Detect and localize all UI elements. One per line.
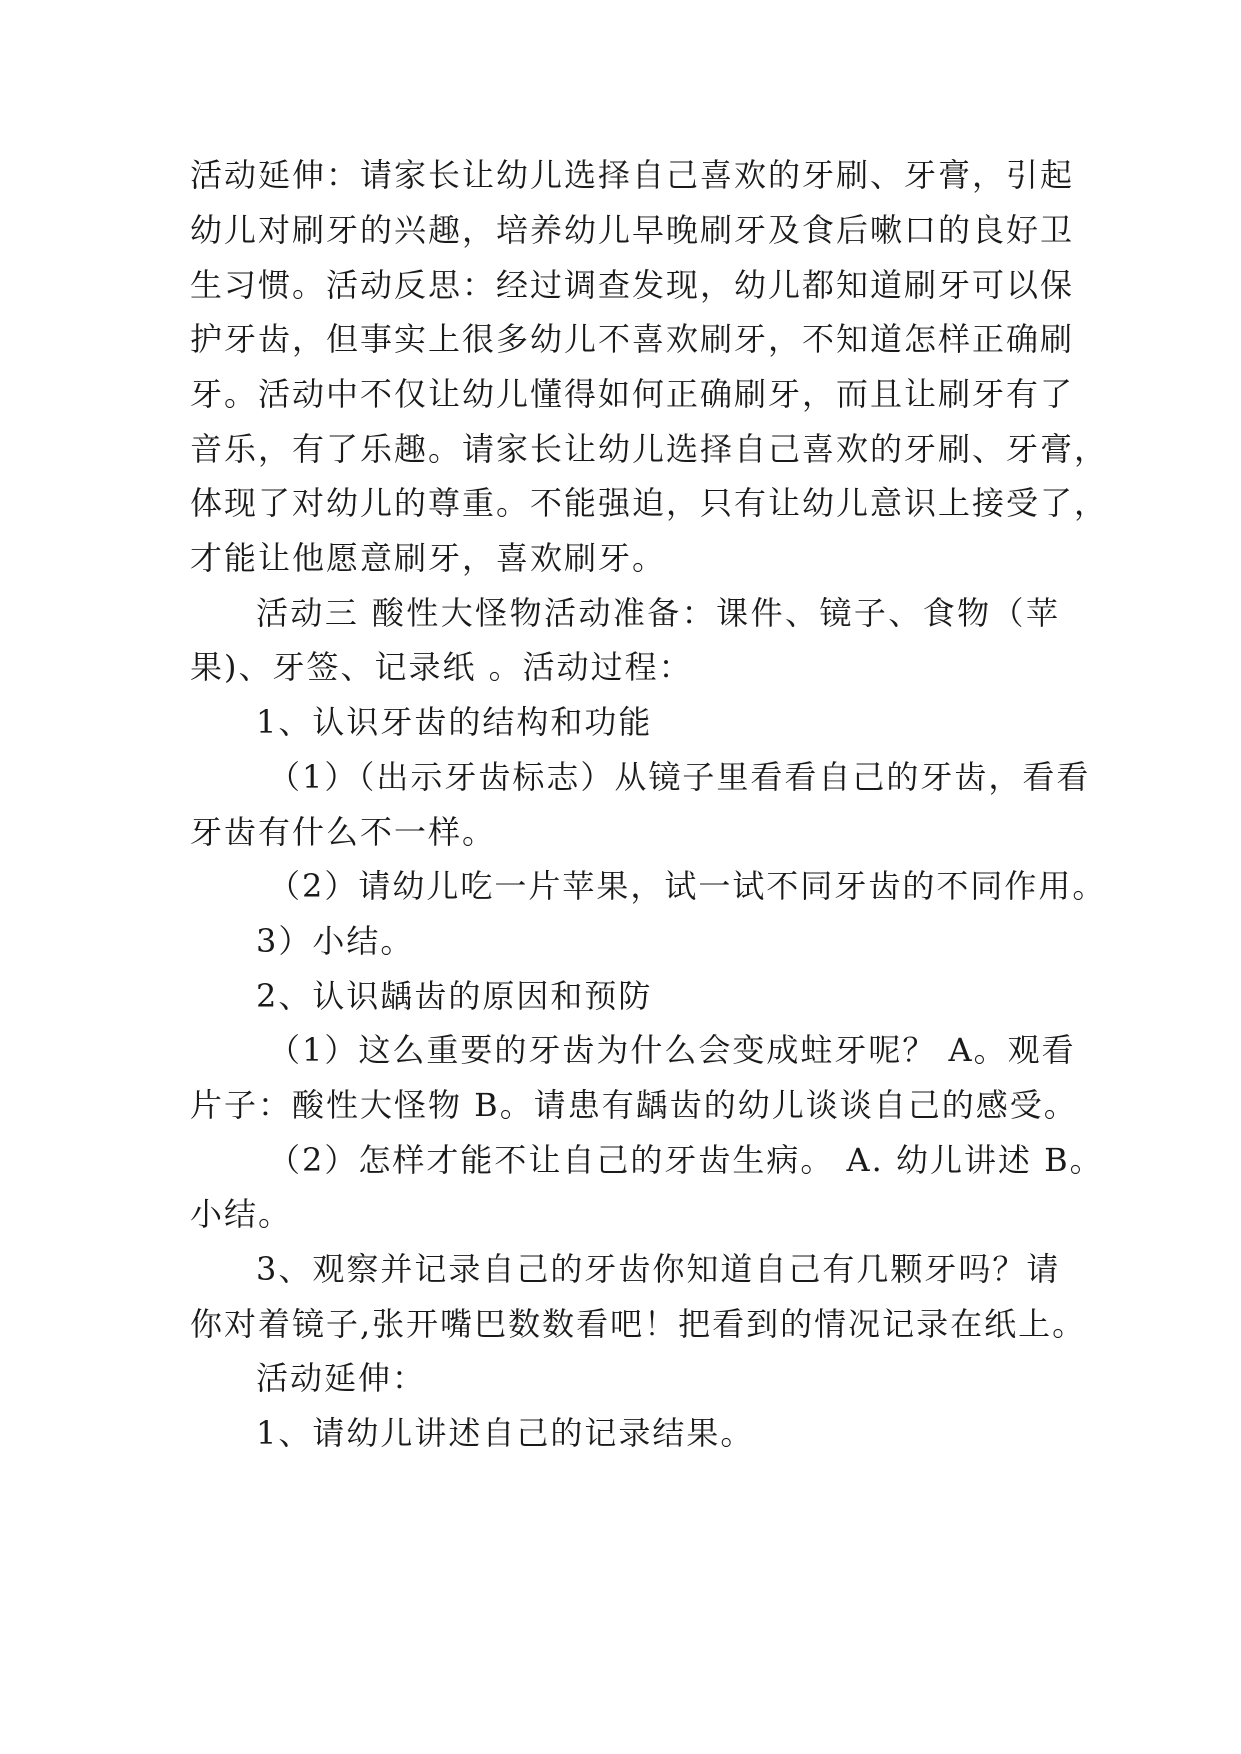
text-line: 活动三 酸性大怪物活动准备：课件、镜子、食物（苹 bbox=[256, 594, 1060, 632]
text-line: 果)、牙签、记录纸 。活动过程： bbox=[190, 648, 693, 686]
text-line: （2）怎样才能不让自己的牙齿生病。 A. 幼儿讲述 B。 bbox=[268, 1141, 1104, 1179]
text-line: 牙齿有什么不一样。 bbox=[190, 813, 497, 851]
text-line: 活动延伸： bbox=[256, 1359, 427, 1397]
text-line: 小结。 bbox=[190, 1195, 293, 1233]
text-line: 2、认识龋齿的原因和预防 bbox=[256, 977, 653, 1015]
text-line: 活动延伸：请家长让幼儿选择自己喜欢的牙刷、牙膏，引起 bbox=[190, 156, 1075, 194]
text-line: 护牙齿，但事实上很多幼儿不喜欢刷牙，不知道怎样正确刷 bbox=[190, 320, 1075, 358]
text-line: 生习惯。活动反思：经过调查发现，幼儿都知道刷牙可以保 bbox=[190, 266, 1075, 304]
text-line: （1）（出示牙齿标志）从镜子里看看自己的牙齿，看看 bbox=[268, 758, 1091, 796]
text-line: 你对着镜子,张开嘴巴数数看吧！把看到的情况记录在纸上。 bbox=[190, 1305, 1087, 1343]
text-line: 1、请幼儿讲述自己的记录结果。 bbox=[256, 1414, 755, 1452]
text-line: 音乐，有了乐趣。请家长让幼儿选择自己喜欢的牙刷、牙膏， bbox=[190, 430, 1109, 468]
text-line: 幼儿对刷牙的兴趣，培养幼儿早晚刷牙及食后嗽口的良好卫 bbox=[190, 211, 1075, 249]
text-line: （2）请幼儿吃一片苹果，试一试不同牙齿的不同作用。 bbox=[268, 867, 1107, 905]
text-line: （1）这么重要的牙齿为什么会变成蛀牙呢？ A。观看 bbox=[268, 1031, 1076, 1069]
text-line: 1、认识牙齿的结构和功能 bbox=[256, 703, 653, 741]
text-line: 片子：酸性大怪物 B。请患有龋齿的幼儿谈谈自己的感受。 bbox=[190, 1086, 1078, 1124]
text-line: 牙。活动中不仅让幼儿懂得如何正确刷牙，而且让刷牙有了 bbox=[190, 375, 1075, 413]
text-line: 3）小结。 bbox=[256, 922, 415, 960]
text-line: 3、观察并记录自己的牙齿你知道自己有几颗牙吗？请 bbox=[256, 1250, 1061, 1288]
text-line: 才能让他愿意刷牙，喜欢刷牙。 bbox=[190, 539, 667, 577]
text-line: 体现了对幼儿的尊重。不能强迫，只有让幼儿意识上接受了， bbox=[190, 484, 1109, 522]
